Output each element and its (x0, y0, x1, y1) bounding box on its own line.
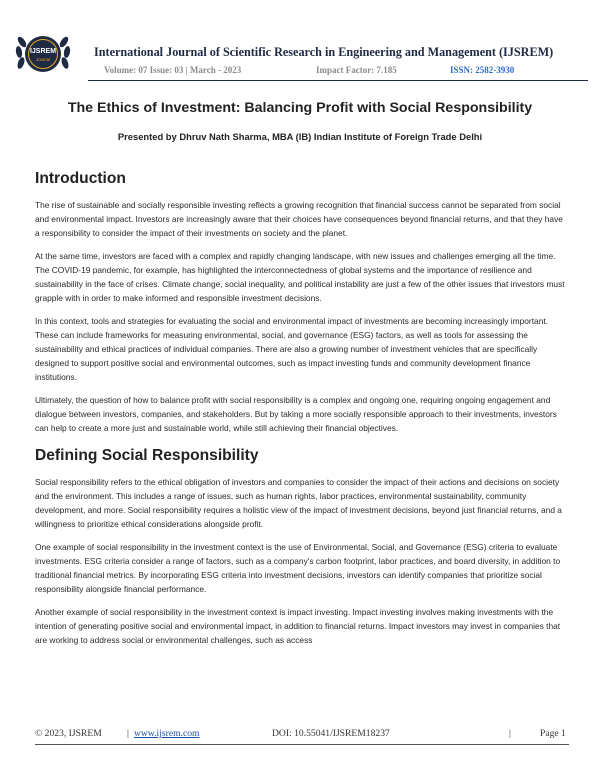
website-link[interactable]: www.ijsrem.com (134, 728, 200, 739)
footer-divider (35, 744, 569, 745)
impact-factor: Impact Factor: 7.185 (316, 65, 397, 75)
page-number: Page 1 (540, 728, 566, 739)
paragraph: Social responsibility refers to the ethical obligation of investors and companies to consider the impact of their actions and decisions on society and the environment. This includes a range of issues, such as human rights, labor practices, environmental sustainability, community development, and more. Social responsibility requires a holistic view of the impact of investment decisions, beyond just financial returns, and a willingness to prioritize ethical considerations alongside profit. (35, 477, 562, 529)
footer-separator: | (127, 728, 129, 739)
svg-text:IJSREM: IJSREM (29, 48, 57, 55)
paragraph: Another example of social responsibility in the investment context is impact investing. Impact investing involves making investments with the intention of generating positive social and environmental impact, in addition to financial returns. Impact investors may invest in companies that are working to address social or environmental challenges, such as access (35, 607, 561, 645)
section-heading-introduction: Introduction (35, 170, 126, 187)
journal-logo (14, 32, 72, 76)
journal-header (14, 34, 586, 80)
svg-text:Journal: Journal (36, 57, 50, 62)
footer-separator: | (509, 728, 511, 739)
copyright: © 2023, IJSREM (35, 728, 102, 739)
issn: ISSN: 2582-3930 (450, 65, 515, 75)
paper-title: The Ethics of Investment: Balancing Profit with Social Responsibility (67, 100, 533, 116)
paragraph: The rise of sustainable and socially responsible investing reflects a growing recognition that financial success cannot be separated from social and environmental impact. Investors are increasingly aware that their choices have consequences beyond financial returns, and that they have a responsibility to consider the impact of their investments on society and the planet. (35, 200, 563, 238)
page-footer (35, 728, 569, 742)
paragraph: One example of social responsibility in the investment context is the use of Environmental, Social, and Governance (ESG) criteria to evaluate investments. ESG criteria consider a range of factors, such as a company's carbon footprint, labor practices, and board diversity, in addition to traditional financial metrics. By incorporating ESG criteria into investment decisions, investors can identify companies that prioritize social responsibility alongside financial performance. (35, 542, 561, 594)
paragraph: In this context, tools and strategies for evaluating the social and environmental impact of investments are becoming increasingly important. These can include frameworks for measuring environmental, social, and governance (ESG) factors, as well as tools for assessing the sustainability and ethical practices of individual companies. There are also a growing number of investment vehicles that are specifically designed to support positive social and environmental outcomes, such as impact investing funds and community development finance institutions. (35, 316, 549, 382)
paragraph: At the same time, investors are faced with a complex and rapidly changing landscape, with new issues and challenges emerging all the time. The COVID-19 pandemic, for example, has highlighted the interconnectedness of global systems and the importance of resilience and sustainability in the face of crises. Climate change, social inequality, and political instability are just a few of the other issues that investors must grapple with in order to make informed and responsible investment decisions. (35, 251, 565, 303)
header-divider (88, 80, 588, 81)
article-body (35, 170, 569, 656)
journal-title: International Journal of Scientific Research in Engineering and Management (IJSREM) (94, 45, 554, 59)
section-heading-social-responsibility: Defining Social Responsibility (35, 447, 259, 464)
doi: DOI: 10.55041/IJSREM18237 (272, 728, 390, 739)
author-line: Presented by Dhruv Nath Sharma, MBA (IB) Indian Institute of Foreign Trade Delhi (117, 131, 483, 142)
paragraph: Ultimately, the question of how to balance profit with social responsibility is a complex and ongoing one, requiring ongoing engagement and dialogue between investors, companies, and stakeholders. But by taking a more socially responsible approach to their investments, investors can help to create a more just and sustainable world, while still achieving their financial objectives. (35, 395, 557, 433)
volume-issue: Volume: 07 Issue: 03 | March - 2023 (104, 65, 242, 75)
